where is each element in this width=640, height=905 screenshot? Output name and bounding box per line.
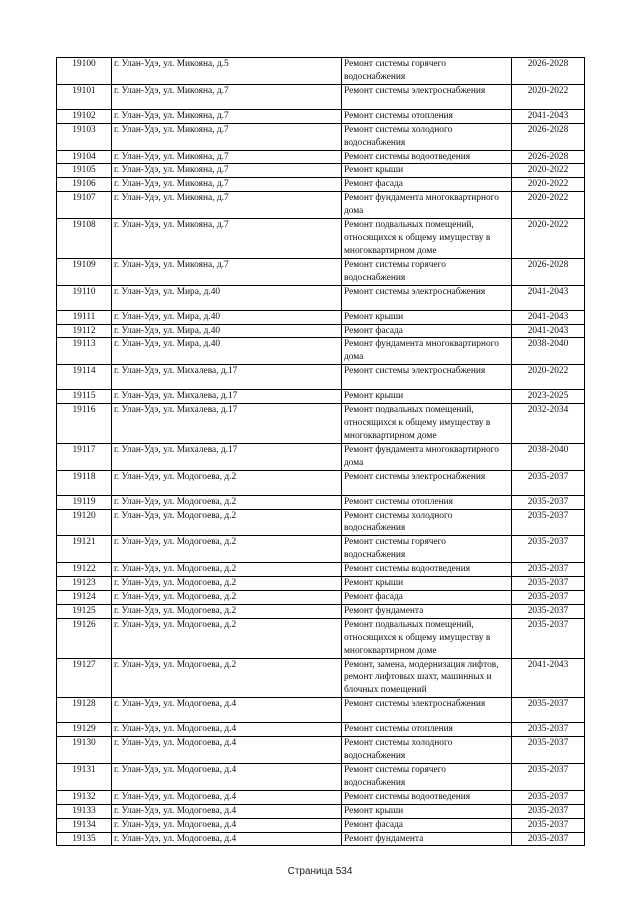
table-row — [57, 365, 585, 390]
cell-address: г. Улан-Удэ, ул. Модогоева, д.2 — [112, 604, 342, 618]
cell-work-type: Ремонт крыши — [342, 390, 512, 404]
table-row — [57, 219, 585, 259]
cell-work-type: Ремонт фасада — [342, 591, 512, 605]
table-body — [57, 58, 585, 846]
cell-work-type: Ремонт системы отопления — [342, 495, 512, 509]
cell-number: 19135 — [57, 832, 112, 846]
cell-address: г. Улан-Удэ, ул. Мира, д.40 — [112, 285, 342, 310]
cell-address: г. Улан-Удэ, ул. Михалева, д.17 — [112, 365, 342, 390]
table-row — [57, 338, 585, 365]
cell-work-type: Ремонт подвальных помещений, относящихся к общему имуществу в многоквартирном доме — [342, 404, 512, 444]
cell-period: 2035-2037 — [512, 563, 585, 577]
cell-address: г. Улан-Удэ, ул. Модогоева, д.4 — [112, 818, 342, 832]
cell-period: 2026-2028 — [512, 123, 585, 150]
cell-address: г. Улан-Удэ, ул. Микояна, д.7 — [112, 109, 342, 123]
cell-number: 19122 — [57, 563, 112, 577]
cell-address: г. Улан-Удэ, ул. Михалева, д.17 — [112, 390, 342, 404]
cell-period: 2038-2040 — [512, 443, 585, 470]
cell-period: 2035-2037 — [512, 832, 585, 846]
cell-period: 2041-2043 — [512, 324, 585, 338]
cell-address: г. Улан-Удэ, ул. Мира, д.40 — [112, 310, 342, 324]
cell-period: 2035-2037 — [512, 818, 585, 832]
table-row — [57, 818, 585, 832]
table-row — [57, 258, 585, 285]
cell-work-type: Ремонт фасада — [342, 818, 512, 832]
repair-schedule-table — [56, 57, 585, 846]
cell-address: г. Улан-Удэ, ул. Модогоева, д.2 — [112, 658, 342, 698]
table-row — [57, 804, 585, 818]
cell-address: г. Улан-Удэ, ул. Микояна, д.5 — [112, 58, 342, 85]
cell-work-type: Ремонт системы водоотведения — [342, 563, 512, 577]
cell-address: г. Улан-Удэ, ул. Модогоева, д.2 — [112, 618, 342, 658]
cell-address: г. Улан-Удэ, ул. Микояна, д.7 — [112, 192, 342, 219]
cell-number: 19126 — [57, 618, 112, 658]
cell-number: 19132 — [57, 790, 112, 804]
table-row — [57, 591, 585, 605]
cell-period: 2035-2037 — [512, 591, 585, 605]
cell-number: 19113 — [57, 338, 112, 365]
cell-address: г. Улан-Удэ, ул. Модогоева, д.4 — [112, 790, 342, 804]
cell-work-type: Ремонт системы отопления — [342, 723, 512, 737]
cell-number: 19129 — [57, 723, 112, 737]
cell-address: г. Улан-Удэ, ул. Модогоева, д.2 — [112, 536, 342, 563]
cell-work-type: Ремонт системы электроснабжения — [342, 84, 512, 109]
cell-period: 2020-2022 — [512, 365, 585, 390]
cell-work-type: Ремонт фасада — [342, 324, 512, 338]
cell-work-type: Ремонт, замена, модернизация лифтов, ремонт лифтовых шахт, машинных и блочных помещений — [342, 658, 512, 698]
cell-number: 19101 — [57, 84, 112, 109]
cell-period: 2026-2028 — [512, 150, 585, 164]
table-row — [57, 150, 585, 164]
cell-work-type: Ремонт системы горячего водоснабжения — [342, 536, 512, 563]
cell-address: г. Улан-Удэ, ул. Микояна, д.7 — [112, 150, 342, 164]
cell-period: 2020-2022 — [512, 178, 585, 192]
table-row — [57, 164, 585, 178]
cell-number: 19105 — [57, 164, 112, 178]
cell-period: 2026-2028 — [512, 258, 585, 285]
cell-period: 2035-2037 — [512, 618, 585, 658]
table-row — [57, 723, 585, 737]
cell-work-type: Ремонт системы холодного водоснабжения — [342, 737, 512, 764]
table-row — [57, 324, 585, 338]
cell-number: 19117 — [57, 443, 112, 470]
cell-address: г. Улан-Удэ, ул. Михалева, д.17 — [112, 404, 342, 444]
cell-period: 2035-2037 — [512, 804, 585, 818]
cell-number: 19115 — [57, 390, 112, 404]
cell-address: г. Улан-Удэ, ул. Микояна, д.7 — [112, 258, 342, 285]
cell-period: 2035-2037 — [512, 604, 585, 618]
cell-period: 2020-2022 — [512, 164, 585, 178]
cell-address: г. Улан-Удэ, ул. Мира, д.40 — [112, 338, 342, 365]
cell-period: 2041-2043 — [512, 658, 585, 698]
cell-period: 2035-2037 — [512, 723, 585, 737]
table-row — [57, 404, 585, 444]
cell-number: 19107 — [57, 192, 112, 219]
table-row — [57, 604, 585, 618]
cell-address: г. Улан-Удэ, ул. Модогоева, д.2 — [112, 509, 342, 536]
table-row — [57, 495, 585, 509]
cell-address: г. Улан-Удэ, ул. Модогоева, д.4 — [112, 723, 342, 737]
table-row — [57, 577, 585, 591]
table-row — [57, 536, 585, 563]
cell-period: 2023-2025 — [512, 390, 585, 404]
cell-period: 2038-2040 — [512, 338, 585, 365]
cell-work-type: Ремонт крыши — [342, 310, 512, 324]
cell-work-type: Ремонт системы холодного водоснабжения — [342, 509, 512, 536]
cell-number: 19100 — [57, 58, 112, 85]
table-row — [57, 763, 585, 790]
cell-number: 19116 — [57, 404, 112, 444]
table-row — [57, 390, 585, 404]
table-row — [57, 563, 585, 577]
cell-work-type: Ремонт фундамента многоквартирного дома — [342, 338, 512, 365]
cell-period: 2020-2022 — [512, 192, 585, 219]
cell-address: г. Улан-Удэ, ул. Михалева, д.17 — [112, 443, 342, 470]
cell-period: 2035-2037 — [512, 509, 585, 536]
table-row — [57, 123, 585, 150]
cell-number: 19110 — [57, 285, 112, 310]
cell-work-type: Ремонт системы отопления — [342, 109, 512, 123]
cell-address: г. Улан-Удэ, ул. Микояна, д.7 — [112, 219, 342, 259]
cell-work-type: Ремонт фундамента многоквартирного дома — [342, 443, 512, 470]
cell-address: г. Улан-Удэ, ул. Микояна, д.7 — [112, 84, 342, 109]
cell-work-type: Ремонт системы горячего водоснабжения — [342, 58, 512, 85]
cell-number: 19125 — [57, 604, 112, 618]
table-row — [57, 192, 585, 219]
cell-number: 19118 — [57, 470, 112, 495]
cell-address: г. Улан-Удэ, ул. Модогоева, д.2 — [112, 470, 342, 495]
cell-period: 2041-2043 — [512, 285, 585, 310]
cell-period: 2035-2037 — [512, 577, 585, 591]
table-row — [57, 58, 585, 85]
cell-period: 2035-2037 — [512, 698, 585, 723]
cell-number: 19127 — [57, 658, 112, 698]
cell-address: г. Улан-Удэ, ул. Модогоева, д.4 — [112, 832, 342, 846]
table-row — [57, 310, 585, 324]
cell-period: 2035-2037 — [512, 536, 585, 563]
cell-number: 19120 — [57, 509, 112, 536]
cell-address: г. Улан-Удэ, ул. Модогоева, д.2 — [112, 495, 342, 509]
table-row — [57, 509, 585, 536]
cell-period: 2020-2022 — [512, 84, 585, 109]
cell-address: г. Улан-Удэ, ул. Модогоева, д.4 — [112, 698, 342, 723]
cell-address: г. Улан-Удэ, ул. Модогоева, д.2 — [112, 591, 342, 605]
cell-address: г. Улан-Удэ, ул. Микояна, д.7 — [112, 123, 342, 150]
cell-address: г. Улан-Удэ, ул. Микояна, д.7 — [112, 164, 342, 178]
cell-number: 19104 — [57, 150, 112, 164]
cell-period: 2035-2037 — [512, 790, 585, 804]
table-row — [57, 84, 585, 109]
cell-work-type: Ремонт системы электроснабжения — [342, 285, 512, 310]
cell-address: г. Улан-Удэ, ул. Модогоева, д.4 — [112, 737, 342, 764]
cell-number: 19103 — [57, 123, 112, 150]
table-row — [57, 443, 585, 470]
cell-address: г. Улан-Удэ, ул. Мира, д.40 — [112, 324, 342, 338]
cell-period: 2035-2037 — [512, 737, 585, 764]
cell-number: 19108 — [57, 219, 112, 259]
cell-work-type: Ремонт крыши — [342, 164, 512, 178]
cell-number: 19131 — [57, 763, 112, 790]
cell-number: 19111 — [57, 310, 112, 324]
cell-period: 2032-2034 — [512, 404, 585, 444]
cell-period: 2035-2037 — [512, 470, 585, 495]
cell-number: 19102 — [57, 109, 112, 123]
cell-period: 2026-2028 — [512, 58, 585, 85]
cell-period: 2020-2022 — [512, 219, 585, 259]
cell-work-type: Ремонт системы холодного водоснабжения — [342, 123, 512, 150]
cell-period: 2035-2037 — [512, 495, 585, 509]
cell-address: г. Улан-Удэ, ул. Модогоева, д.2 — [112, 563, 342, 577]
table-row — [57, 832, 585, 846]
cell-work-type: Ремонт фундамента многоквартирного дома — [342, 192, 512, 219]
table-row — [57, 178, 585, 192]
cell-number: 19128 — [57, 698, 112, 723]
cell-work-type: Ремонт системы водоотведения — [342, 150, 512, 164]
cell-work-type: Ремонт крыши — [342, 577, 512, 591]
cell-address: г. Улан-Удэ, ул. Модогоева, д.4 — [112, 804, 342, 818]
cell-period: 2041-2043 — [512, 109, 585, 123]
table-row — [57, 737, 585, 764]
cell-work-type: Ремонт системы горячего водоснабжения — [342, 258, 512, 285]
cell-number: 19123 — [57, 577, 112, 591]
table-row — [57, 658, 585, 698]
cell-work-type: Ремонт системы водоотведения — [342, 790, 512, 804]
cell-address: г. Улан-Удэ, ул. Микояна, д.7 — [112, 178, 342, 192]
cell-address: г. Улан-Удэ, ул. Модогоева, д.4 — [112, 763, 342, 790]
cell-work-type: Ремонт системы электроснабжения — [342, 365, 512, 390]
cell-work-type: Ремонт фундамента — [342, 832, 512, 846]
table-row — [57, 790, 585, 804]
cell-address: г. Улан-Удэ, ул. Модогоева, д.2 — [112, 577, 342, 591]
page-number: Страница 534 — [287, 866, 353, 877]
cell-number: 19109 — [57, 258, 112, 285]
cell-work-type: Ремонт крыши — [342, 804, 512, 818]
cell-period: 2041-2043 — [512, 310, 585, 324]
cell-number: 19134 — [57, 818, 112, 832]
table-row — [57, 285, 585, 310]
cell-number: 19114 — [57, 365, 112, 390]
table-row — [57, 470, 585, 495]
cell-number: 19133 — [57, 804, 112, 818]
cell-number: 19106 — [57, 178, 112, 192]
cell-work-type: Ремонт подвальных помещений, относящихся к общему имуществу в многоквартирном доме — [342, 219, 512, 259]
cell-number: 19119 — [57, 495, 112, 509]
cell-number: 19124 — [57, 591, 112, 605]
cell-period: 2035-2037 — [512, 763, 585, 790]
table-row — [57, 109, 585, 123]
cell-work-type: Ремонт фундамента — [342, 604, 512, 618]
table-row — [57, 618, 585, 658]
cell-work-type: Ремонт фасада — [342, 178, 512, 192]
cell-work-type: Ремонт системы электроснабжения — [342, 698, 512, 723]
cell-work-type: Ремонт системы электроснабжения — [342, 470, 512, 495]
cell-work-type: Ремонт системы горячего водоснабжения — [342, 763, 512, 790]
table-row — [57, 698, 585, 723]
cell-number: 19121 — [57, 536, 112, 563]
cell-work-type: Ремонт подвальных помещений, относящихся к общему имуществу в многоквартирном доме — [342, 618, 512, 658]
cell-number: 19130 — [57, 737, 112, 764]
cell-number: 19112 — [57, 324, 112, 338]
